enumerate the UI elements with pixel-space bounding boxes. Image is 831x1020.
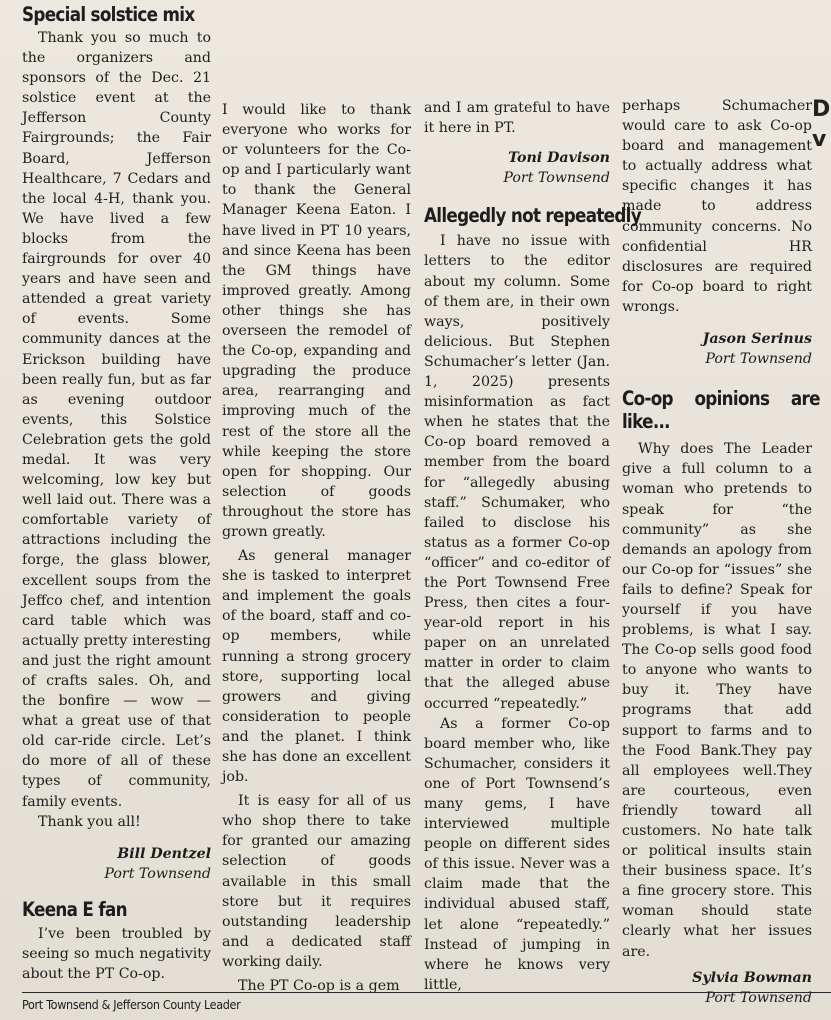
signature-name: Jason Serinus — [702, 331, 812, 348]
signature-name: Sylvia Bowman — [692, 969, 812, 986]
signature-name: Toni Davison — [508, 150, 610, 167]
letter-paragraph: I would like to thank everyone who works for or volunteers for the Co-op and I particularly want to thank the General Manager Keena Eaton. I have lived in PT 10 years, and since Keena has been the GM things have improved greatly. Among other things she has overseen the remodel of the Co-op, expanding and upgrading the produce area, rearranging and improving much of the rest of the store all the while keeping the store open for shopping. Our selection of goods throughout the store has grown greatly. — [222, 102, 411, 540]
letter-paragraph: The PT Co-op is a gem — [238, 978, 400, 995]
signature — [424, 148, 610, 188]
letter-paragraph: and I am grateful to have it here in PT. — [424, 100, 610, 137]
headline-special-solstice-mix: Special solstice mix — [22, 3, 195, 26]
letter-paragraph: Why does The Leader give a full column to a woman who pretends to speak for “the community” as she demands an apology from our Co-op for “issues” she fails to define? Speak for yourself if you have problems, is what I say. The Co-op sells good food to anyone who wants to buy it. They have programs that add support to farms and to the Food Bank.They pay all employees well.They are courteous, even friendly toward all customers. No hate talk or political insults stain their business space. It’s a fine grocery store. This woman should state clearly what her issues are. — [622, 441, 812, 960]
column-1 — [22, 0, 211, 984]
letter-paragraph: Thank you all! — [38, 813, 141, 830]
letter-paragraph: As general manager she is tasked to interpret and implement the goals of the board, staff and co-op members, while running a strong grocery store, supporting local growers and giving consideration to people and the planet. I think she has done an excellent job. — [222, 548, 411, 786]
signature — [22, 844, 211, 884]
column-2 — [222, 100, 411, 996]
signature-place: Port Townsend — [104, 865, 211, 882]
signature-place: Port Townsend — [705, 351, 812, 368]
clipped-column-edge — [812, 95, 831, 155]
headline-co-op-opinions: Co-op opinions are like... — [622, 387, 820, 434]
column-4 — [622, 96, 820, 1008]
letter-paragraph: It is easy for all of us who shop there to take for granted our amazing selection of goods available in this small store but it requires outstanding leadership and a dedicated staff working daily. — [222, 793, 411, 970]
letter-paragraph: perhaps Schumacher would care to ask Co-op board and management to actually address what specific changes it has made to address community concerns. No confidential HR disclosures are required for Co-op board to right wrongs. — [622, 98, 812, 315]
letter-paragraph: Thank you so much to the organizers and sponsors of the Dec. 21 solstice event at the Jefferson County Fairgrounds; the Fair Board, Jefferson Healthcare, 7 Cedars and the local 4-H, thank you. We have lived a few blocks from the fairgrounds for over 40 years and have seen and attended a great variety of events. Some community dances at the Erickson building have been really fun, but as far as evening outdoor events, this Solstice Celebration gets the gold medal. It was very welcoming, low key but well laid out. There was a comfortable variety of attractions including the forge, the glass blower, excellent soups from the Jeffco chef, and intention card table which was actually pretty interesting and just the right amount of crafts sales. Oh, and the bonfire — wow — what a great use of that old car-ride circle. Let’s do more of all of these types of community, family events. — [22, 30, 211, 810]
page-footer: Port Townsend & Jefferson County Leader — [22, 997, 241, 1012]
signature-place: Port Townsend — [503, 170, 610, 187]
letter-paragraph: As a former Co-op board member who, like Schumacher, considers it one of Port Townsend’s many gems, I have interviewed multiple people on different sides of this issue. Never was a claim made that the individual abused staff, let alone “repeatedly.” Instead of jumping in where he knows very little, — [424, 715, 610, 993]
signature — [622, 968, 812, 1008]
signature-name: Bill Dentzel — [117, 845, 211, 862]
signature — [622, 329, 812, 369]
column-3 — [424, 98, 641, 995]
headline-allegedly-not-repeatedly: Allegedly not repeatedly — [424, 204, 641, 228]
headline-keena-e-fan: Keena E fan — [22, 897, 127, 921]
footer-rule — [22, 992, 831, 993]
signature-place: Port Townsend — [705, 989, 812, 1006]
clipped-text: D v — [812, 97, 831, 152]
letter-paragraph: I have no issue with letters to the editor about my column. Some of them are, in their own ways, positively delicious. But Stephen Schumacher’s letter (Jan. 1, 2025) presents misinformation as fact when he states that the Co-op board removed a member from the board for “allegedly abusing staff.” Schumaker, who failed to disclose his status as a former Co-op “officer” and co-editor of the Port Townsend Free Press, then cites a four-year-old report in his paper on an unrelated matter in order to claim that the alleged abuse occurred “repeatedly.” — [424, 233, 610, 712]
letter-paragraph: I’ve been troubled by seeing so much negativity about the PT Co-op. — [22, 925, 211, 983]
